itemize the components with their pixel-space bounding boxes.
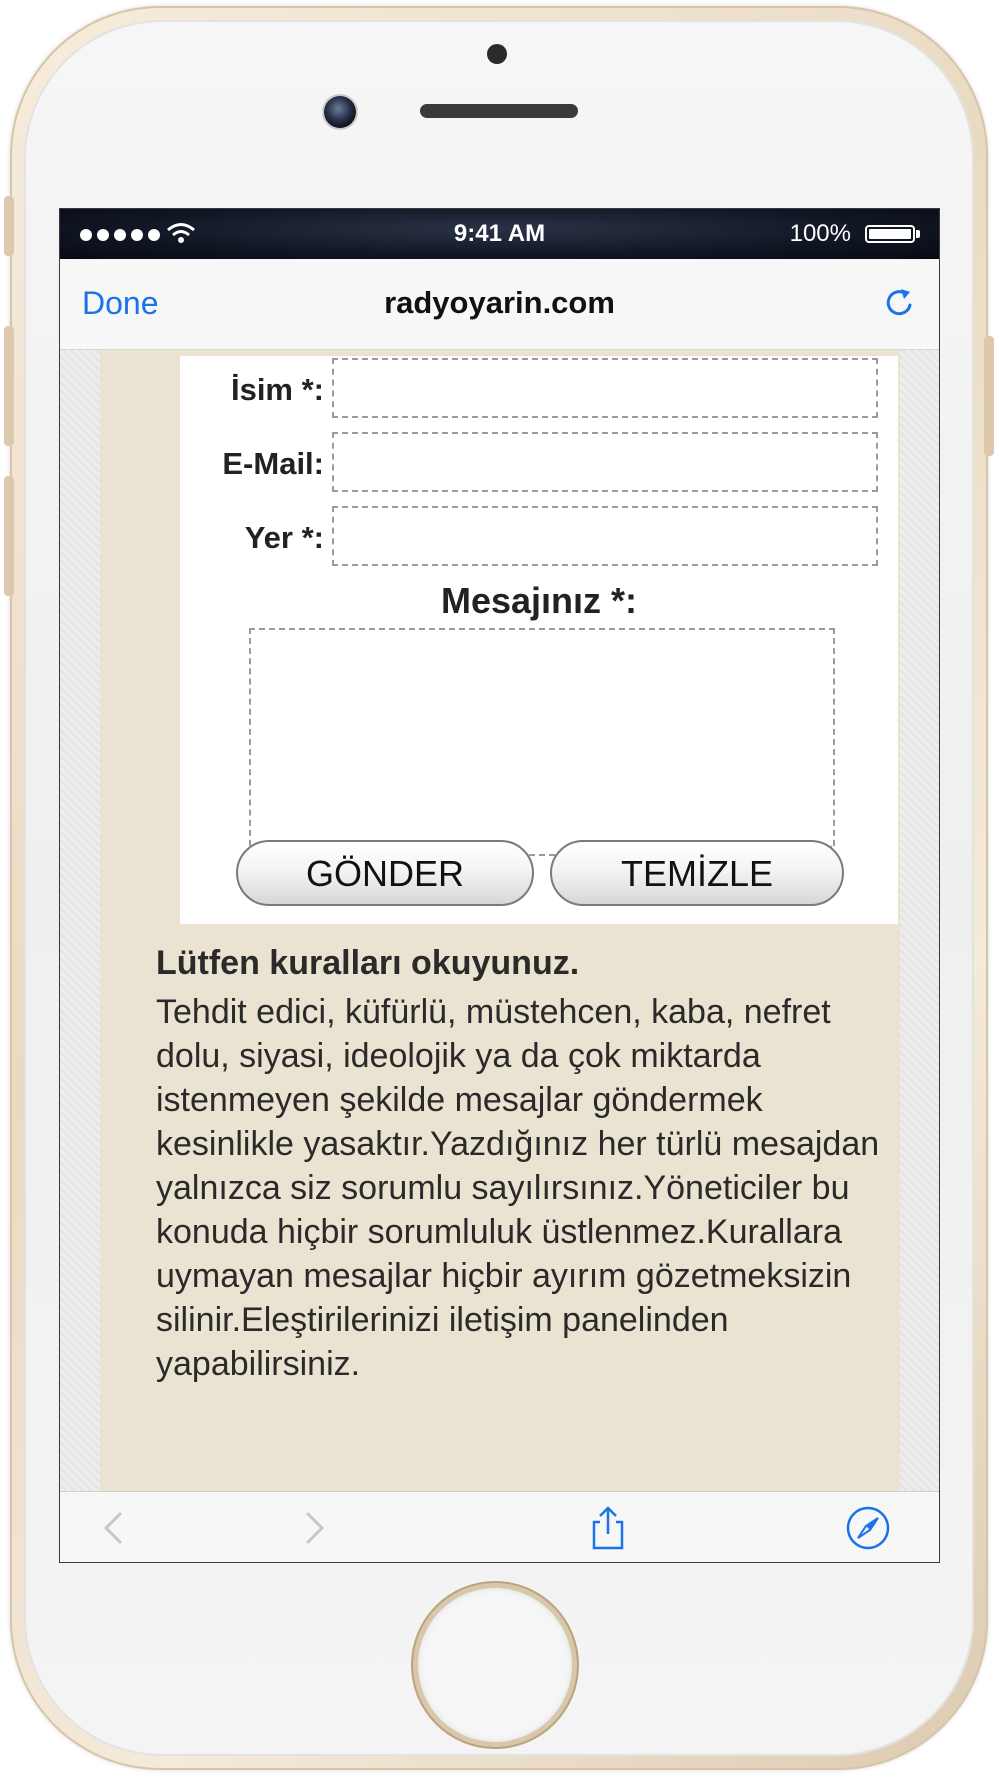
location-label: Yer *: <box>244 520 324 555</box>
volume-down-button <box>4 476 14 596</box>
email-input[interactable] <box>332 432 878 492</box>
status-time: 9:41 AM <box>453 220 546 247</box>
compass-icon[interactable] <box>844 1504 892 1552</box>
proximity-sensor <box>487 44 507 64</box>
battery-tip <box>916 230 920 238</box>
rules-heading: Lütfen kuralları okuyunuz. <box>156 944 580 982</box>
front-camera <box>324 96 356 128</box>
battery-percentage: 100% <box>789 220 851 247</box>
back-icon[interactable] <box>90 1504 138 1552</box>
mute-switch <box>4 196 14 256</box>
page-url-title: radyoyarin.com <box>384 285 615 320</box>
name-label: İsim *: <box>230 372 324 407</box>
send-button[interactable]: GÖNDER <box>236 840 534 906</box>
status-bar <box>60 209 939 259</box>
message-form <box>180 356 898 924</box>
clear-button[interactable]: TEMİZLE <box>550 840 844 906</box>
power-button <box>984 336 994 456</box>
content-panel <box>100 350 900 1491</box>
message-label: Mesajınız *: <box>440 580 638 621</box>
web-content[interactable] <box>60 350 939 1491</box>
message-textarea[interactable] <box>249 628 835 856</box>
volume-up-button <box>4 326 14 446</box>
home-button[interactable] <box>418 1588 572 1742</box>
share-icon[interactable] <box>584 1504 632 1552</box>
earpiece-speaker <box>420 104 578 118</box>
browser-toolbar <box>60 1491 939 1562</box>
browser-nav-bar <box>60 259 939 350</box>
name-input[interactable] <box>332 358 878 418</box>
forward-icon[interactable] <box>290 1504 338 1552</box>
reload-icon[interactable] <box>877 281 921 325</box>
done-button[interactable]: Done <box>82 285 159 321</box>
battery-icon <box>865 225 915 243</box>
email-label: E-Mail: <box>222 446 324 481</box>
phone-screen <box>60 209 939 1562</box>
location-input[interactable] <box>332 506 878 566</box>
rules-text: Tehdit edici, küfürlü, müstehcen, kaba, nefret dolu, siyasi, ideolojik ya da çok miktarda istenmeyen şekilde mesajlar göndermek kesinlikle yasaktır.Yazdığınız her türlü mesajdan yalnızca siz sorumlu sayılırsınız.Yöneticiler bu konuda hiçbir sorumluluk üstlenmez.Kurallara uymayan mesajlar hiçbir ayırım gözetmeksizin silinir.Eleştirilerinizi iletişim panelinden yapabilirsiniz. <box>156 993 880 1383</box>
